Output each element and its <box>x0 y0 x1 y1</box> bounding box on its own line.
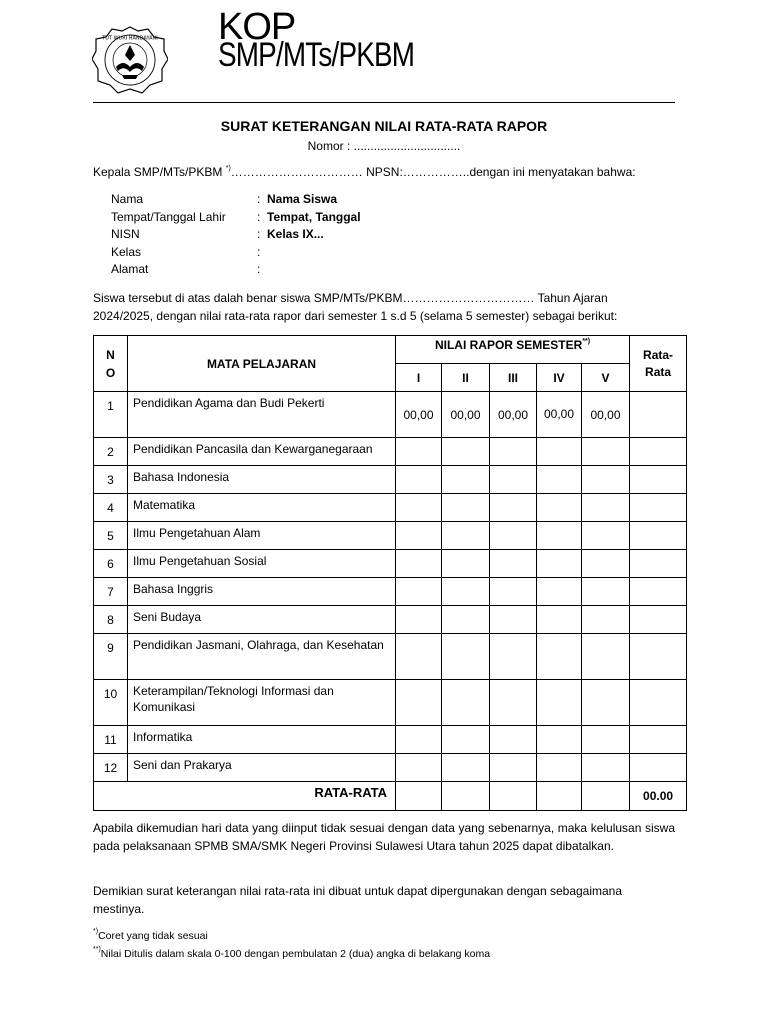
semester-value <box>396 466 442 494</box>
tut-wuri-handayani-logo <box>92 25 168 95</box>
kop-line-2: SMP/MTs/PKBM <box>218 36 415 74</box>
rata-header: Rata-Rata <box>630 336 687 392</box>
footnote-2 <box>93 946 490 960</box>
row-average <box>630 606 687 634</box>
subject-name: Ilmu Pengetahuan Sosial <box>128 550 396 578</box>
semester-value <box>442 578 490 606</box>
semester-value <box>442 550 490 578</box>
semester-value <box>490 578 537 606</box>
row-average <box>630 550 687 578</box>
semester-value <box>582 550 630 578</box>
grade-row <box>94 726 687 754</box>
subject-name: Bahasa Indonesia <box>128 466 396 494</box>
semester-col-header: I <box>396 364 442 392</box>
semester-value <box>490 550 537 578</box>
semester-col-header: II <box>442 364 490 392</box>
kop-line-1: KOP <box>218 6 296 48</box>
row-average <box>630 578 687 606</box>
footnote-text: Nilai Ditulis dalam skala 0-100 dengan pembulatan 2 (dua) angka di belakang koma <box>100 948 491 960</box>
row-number: 7 <box>94 578 128 606</box>
identity-row: Alamat : <box>111 262 361 280</box>
semester-value <box>582 466 630 494</box>
total-label: RATA-RATA <box>94 782 396 811</box>
identity-label: Alamat <box>111 262 149 277</box>
semester-value <box>442 522 490 550</box>
semester-value <box>442 634 490 680</box>
row-number: 2 <box>94 438 128 466</box>
document-number: Nomor : ................................ <box>307 139 461 153</box>
intro-line <box>93 165 636 179</box>
semester-value <box>396 680 442 726</box>
row-average <box>630 392 687 438</box>
statement-line-1: Siswa tersebut di atas dalah benar siswa SMP/MTs/PKBM…………………………… Tahun Ajaran <box>93 291 608 305</box>
row-number: 8 <box>94 606 128 634</box>
closing-paragraph-2: Demikian surat keterangan nilai rata-rata ini dibuat untuk dapat dipergunakan dengan sebagaimana mestinya. <box>93 884 623 916</box>
semester-value <box>582 634 630 680</box>
intro-sup: *) <box>225 165 231 172</box>
row-number: 10 <box>94 680 128 726</box>
semester-value <box>490 494 537 522</box>
semester-value <box>490 634 537 680</box>
semester-value <box>396 494 442 522</box>
semester-value <box>537 606 582 634</box>
semester-value <box>442 466 490 494</box>
identity-value: Tempat, Tanggal <box>267 209 361 224</box>
semester-value: 00,00 <box>396 392 442 438</box>
grade-row <box>94 578 687 606</box>
semester-value <box>490 726 537 754</box>
row-number: 4 <box>94 494 128 522</box>
semester-value <box>442 606 490 634</box>
header-divider <box>93 102 675 103</box>
semester-value <box>396 438 442 466</box>
grade-row <box>94 634 687 680</box>
statement-paragraph <box>93 289 675 325</box>
row-average <box>630 726 687 754</box>
grade-row <box>94 438 687 466</box>
semester-value <box>582 754 630 782</box>
identity-label: Kelas <box>111 244 142 259</box>
semester-value: 00,00 <box>537 392 582 438</box>
semester-value <box>396 726 442 754</box>
closing-paragraph-1: Apabila dikemudian hari data yang diinput tidak sesuai dengan data yang sebenarnya, maka kelulusan siswa pada pelaksanaan SPMB SMA/SMK Negeri Provinsi Sulawesi Utara tahun 2025 dapat dibatalkan. <box>93 821 675 853</box>
intro-kepala: Kepala SMP/MTs/PKBM <box>93 165 223 179</box>
semester-value: 00,00 <box>490 392 537 438</box>
semester-value <box>442 680 490 726</box>
semester-value <box>537 466 582 494</box>
semester-value <box>490 438 537 466</box>
semester-value <box>442 754 490 782</box>
footnote-mark: *) <box>93 928 99 935</box>
semester-value <box>537 550 582 578</box>
semester-value: 00,00 <box>442 392 490 438</box>
semester-value <box>582 494 630 522</box>
subject-name: Pendidikan Jasmani, Olahraga, dan Kesehatan <box>128 634 396 680</box>
footnote-1 <box>93 928 208 942</box>
semester-value <box>537 522 582 550</box>
semester-value <box>582 578 630 606</box>
subject-name: Pendidikan Pancasila dan Kewarganegaraan <box>128 438 396 466</box>
grade-row <box>94 392 687 438</box>
semester-col-header: IV <box>537 364 582 392</box>
identity-label: Tempat/Tanggal Lahir <box>111 209 226 224</box>
grade-row <box>94 466 687 494</box>
semester-value <box>537 578 582 606</box>
row-number: 6 <box>94 550 128 578</box>
statement-line-2: 2024/2025, dengan nilai rata-rata rapor dari semester 1 s.d 5 (selama 5 semester) sebagai berikut: <box>93 309 618 323</box>
identity-value <box>267 245 361 263</box>
no-header: NO <box>94 336 128 392</box>
semester-value <box>582 522 630 550</box>
semester-value <box>537 438 582 466</box>
semester-value <box>582 726 630 754</box>
subject-name: Seni Budaya <box>128 606 396 634</box>
identity-row: Kelas : <box>111 245 361 263</box>
semester-value <box>537 634 582 680</box>
grades-table <box>93 335 687 811</box>
identity-value <box>267 262 361 280</box>
row-average <box>630 438 687 466</box>
semester-value <box>396 634 442 680</box>
semester-value <box>537 494 582 522</box>
semester-value <box>396 578 442 606</box>
semester-value <box>582 606 630 634</box>
semester-value <box>490 754 537 782</box>
subject-name: Ilmu Pengetahuan Alam <box>128 522 396 550</box>
semester-value <box>396 550 442 578</box>
semester-value <box>442 438 490 466</box>
semester-value <box>582 680 630 726</box>
semester-value <box>537 680 582 726</box>
subject-name: Matematika <box>128 494 396 522</box>
identity-row: Tempat/Tanggal Lahir : Tempat, Tanggal <box>111 210 361 228</box>
logo-motto: TUT WURI HANDAYANI <box>102 35 158 42</box>
identity-label: NISN <box>111 227 140 242</box>
semester-value <box>442 494 490 522</box>
document-title: SURAT KETERANGAN NILAI RATA-RATA RAPOR <box>220 118 548 134</box>
footnote-text: Coret yang tidak sesuai <box>98 930 208 942</box>
row-average <box>630 466 687 494</box>
subject-name: Pendidikan Agama dan Budi Pekerti <box>128 392 396 438</box>
grade-row <box>94 754 687 782</box>
grade-row <box>94 606 687 634</box>
total-row <box>94 782 687 811</box>
row-number: 1 <box>94 392 128 438</box>
semester-value <box>490 522 537 550</box>
identity-value: Kelas IX... <box>267 227 324 242</box>
semester-value <box>582 438 630 466</box>
semester-value <box>490 680 537 726</box>
grade-row <box>94 494 687 522</box>
semester-value: 00,00 <box>582 392 630 438</box>
semester-value <box>490 466 537 494</box>
identity-label: Nama <box>111 192 144 206</box>
semester-value <box>490 606 537 634</box>
subject-header: MATA PELAJARAN <box>128 336 396 392</box>
semester-value <box>537 754 582 782</box>
row-number: 12 <box>94 754 128 782</box>
semester-value <box>537 726 582 754</box>
row-average <box>630 522 687 550</box>
kop-header <box>216 6 415 90</box>
semester-value <box>396 606 442 634</box>
total-value: 00.00 <box>630 782 687 811</box>
grade-row <box>94 522 687 550</box>
subject-name: Informatika <box>128 726 396 754</box>
grade-row <box>94 680 687 726</box>
student-identity <box>111 192 361 280</box>
subject-name: Keterampilan/Teknologi Informasi dan Komunikasi <box>128 680 396 726</box>
row-number: 9 <box>94 634 128 680</box>
semester-value <box>396 522 442 550</box>
subject-name: Seni dan Prakarya <box>128 754 396 782</box>
row-average <box>630 754 687 782</box>
row-average <box>630 680 687 726</box>
subject-name: Bahasa Inggris <box>128 578 396 606</box>
row-average <box>630 494 687 522</box>
semester-col-header: V <box>582 364 630 392</box>
identity-row: Nama : Nama Siswa <box>111 192 361 210</box>
identity-row: NISN : Kelas IX... <box>111 227 361 245</box>
grade-row <box>94 550 687 578</box>
semester-header: NILAI RAPOR SEMESTER**) <box>396 336 630 364</box>
semester-value <box>442 726 490 754</box>
row-number: 11 <box>94 726 128 754</box>
semester-col-header: III <box>490 364 537 392</box>
intro-rest: …………………………… NPSN:……………..dengan ini menyatakan bahwa: <box>230 165 636 179</box>
row-number: 3 <box>94 466 128 494</box>
footnote-mark: **) <box>93 946 101 953</box>
semester-value <box>396 754 442 782</box>
identity-value: Nama Siswa <box>267 192 338 206</box>
row-average <box>630 634 687 680</box>
row-number: 5 <box>94 522 128 550</box>
